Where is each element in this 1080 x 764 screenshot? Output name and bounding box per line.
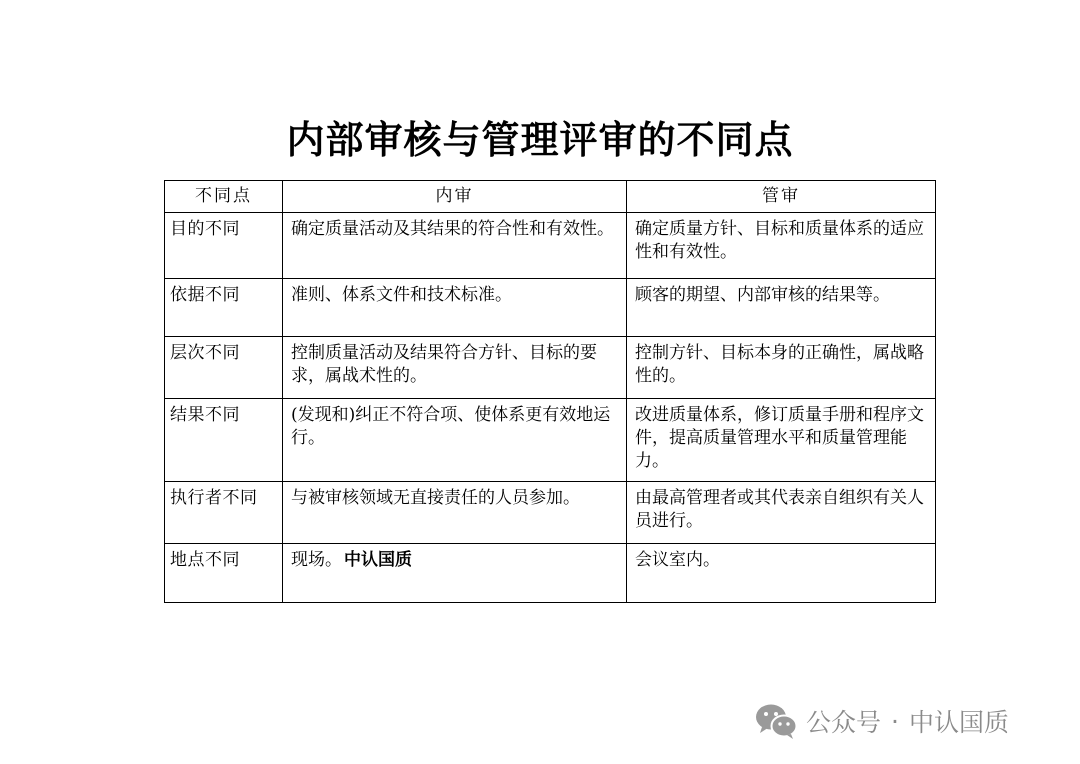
table-row (165, 399, 936, 482)
management-review-cell: 会议室内。 (627, 544, 936, 603)
internal-audit-cell: 控制质量活动及结果符合方针、目标的要求，属战术性的。 (283, 337, 627, 399)
comparison-table (164, 180, 936, 603)
management-review-cell: 改进质量体系，修订质量手册和程序文件，提高质量管理水平和质量管理能力。 (627, 399, 936, 482)
management-review-cell: 确定质量方针、目标和质量体系的适应性和有效性。 (627, 213, 936, 279)
header-management-review: 管审 (627, 181, 936, 213)
management-review-cell: 控制方针、目标本身的正确性，属战略性的。 (627, 337, 936, 399)
table-row (165, 544, 936, 603)
management-review-cell: 顾客的期望、内部审核的结果等。 (627, 279, 936, 337)
table-row (165, 482, 936, 544)
row-label: 层次不同 (165, 337, 283, 399)
table-row (165, 279, 936, 337)
row-label: 执行者不同 (165, 482, 283, 544)
internal-audit-cell (283, 544, 627, 603)
table-row (165, 213, 936, 279)
table-header-row (165, 181, 936, 213)
row-label: 结果不同 (165, 399, 283, 482)
page-title: 内部审核与管理评审的不同点 (286, 118, 794, 162)
internal-audit-cell: 与被审核领域无直接责任的人员参加。 (283, 482, 627, 544)
management-review-cell: 由最高管理者或其代表亲自组织有关人员进行。 (627, 482, 936, 544)
internal-audit-text: 现场。 (291, 550, 342, 570)
inline-brand-mark: 中认国质 (344, 550, 412, 570)
wechat-logo-icon (754, 701, 798, 741)
header-internal-audit: 内审 (283, 181, 627, 213)
watermark-separator: · (891, 706, 899, 736)
internal-audit-cell: 准则、体系文件和技术标准。 (283, 279, 627, 337)
row-label: 地点不同 (165, 544, 283, 603)
table-row (165, 337, 936, 399)
internal-audit-cell: (发现和)纠正不符合项、使体系更有效地运行。 (283, 399, 627, 482)
row-label: 目的不同 (165, 213, 283, 279)
header-difference: 不同点 (165, 181, 283, 213)
watermark-channel: 公众号 (806, 708, 882, 737)
internal-audit-cell: 确定质量活动及其结果的符合性和有效性。 (283, 213, 627, 279)
watermark (754, 698, 1009, 744)
watermark-account: 中认国质 (908, 708, 1009, 737)
row-label: 依据不同 (165, 279, 283, 337)
